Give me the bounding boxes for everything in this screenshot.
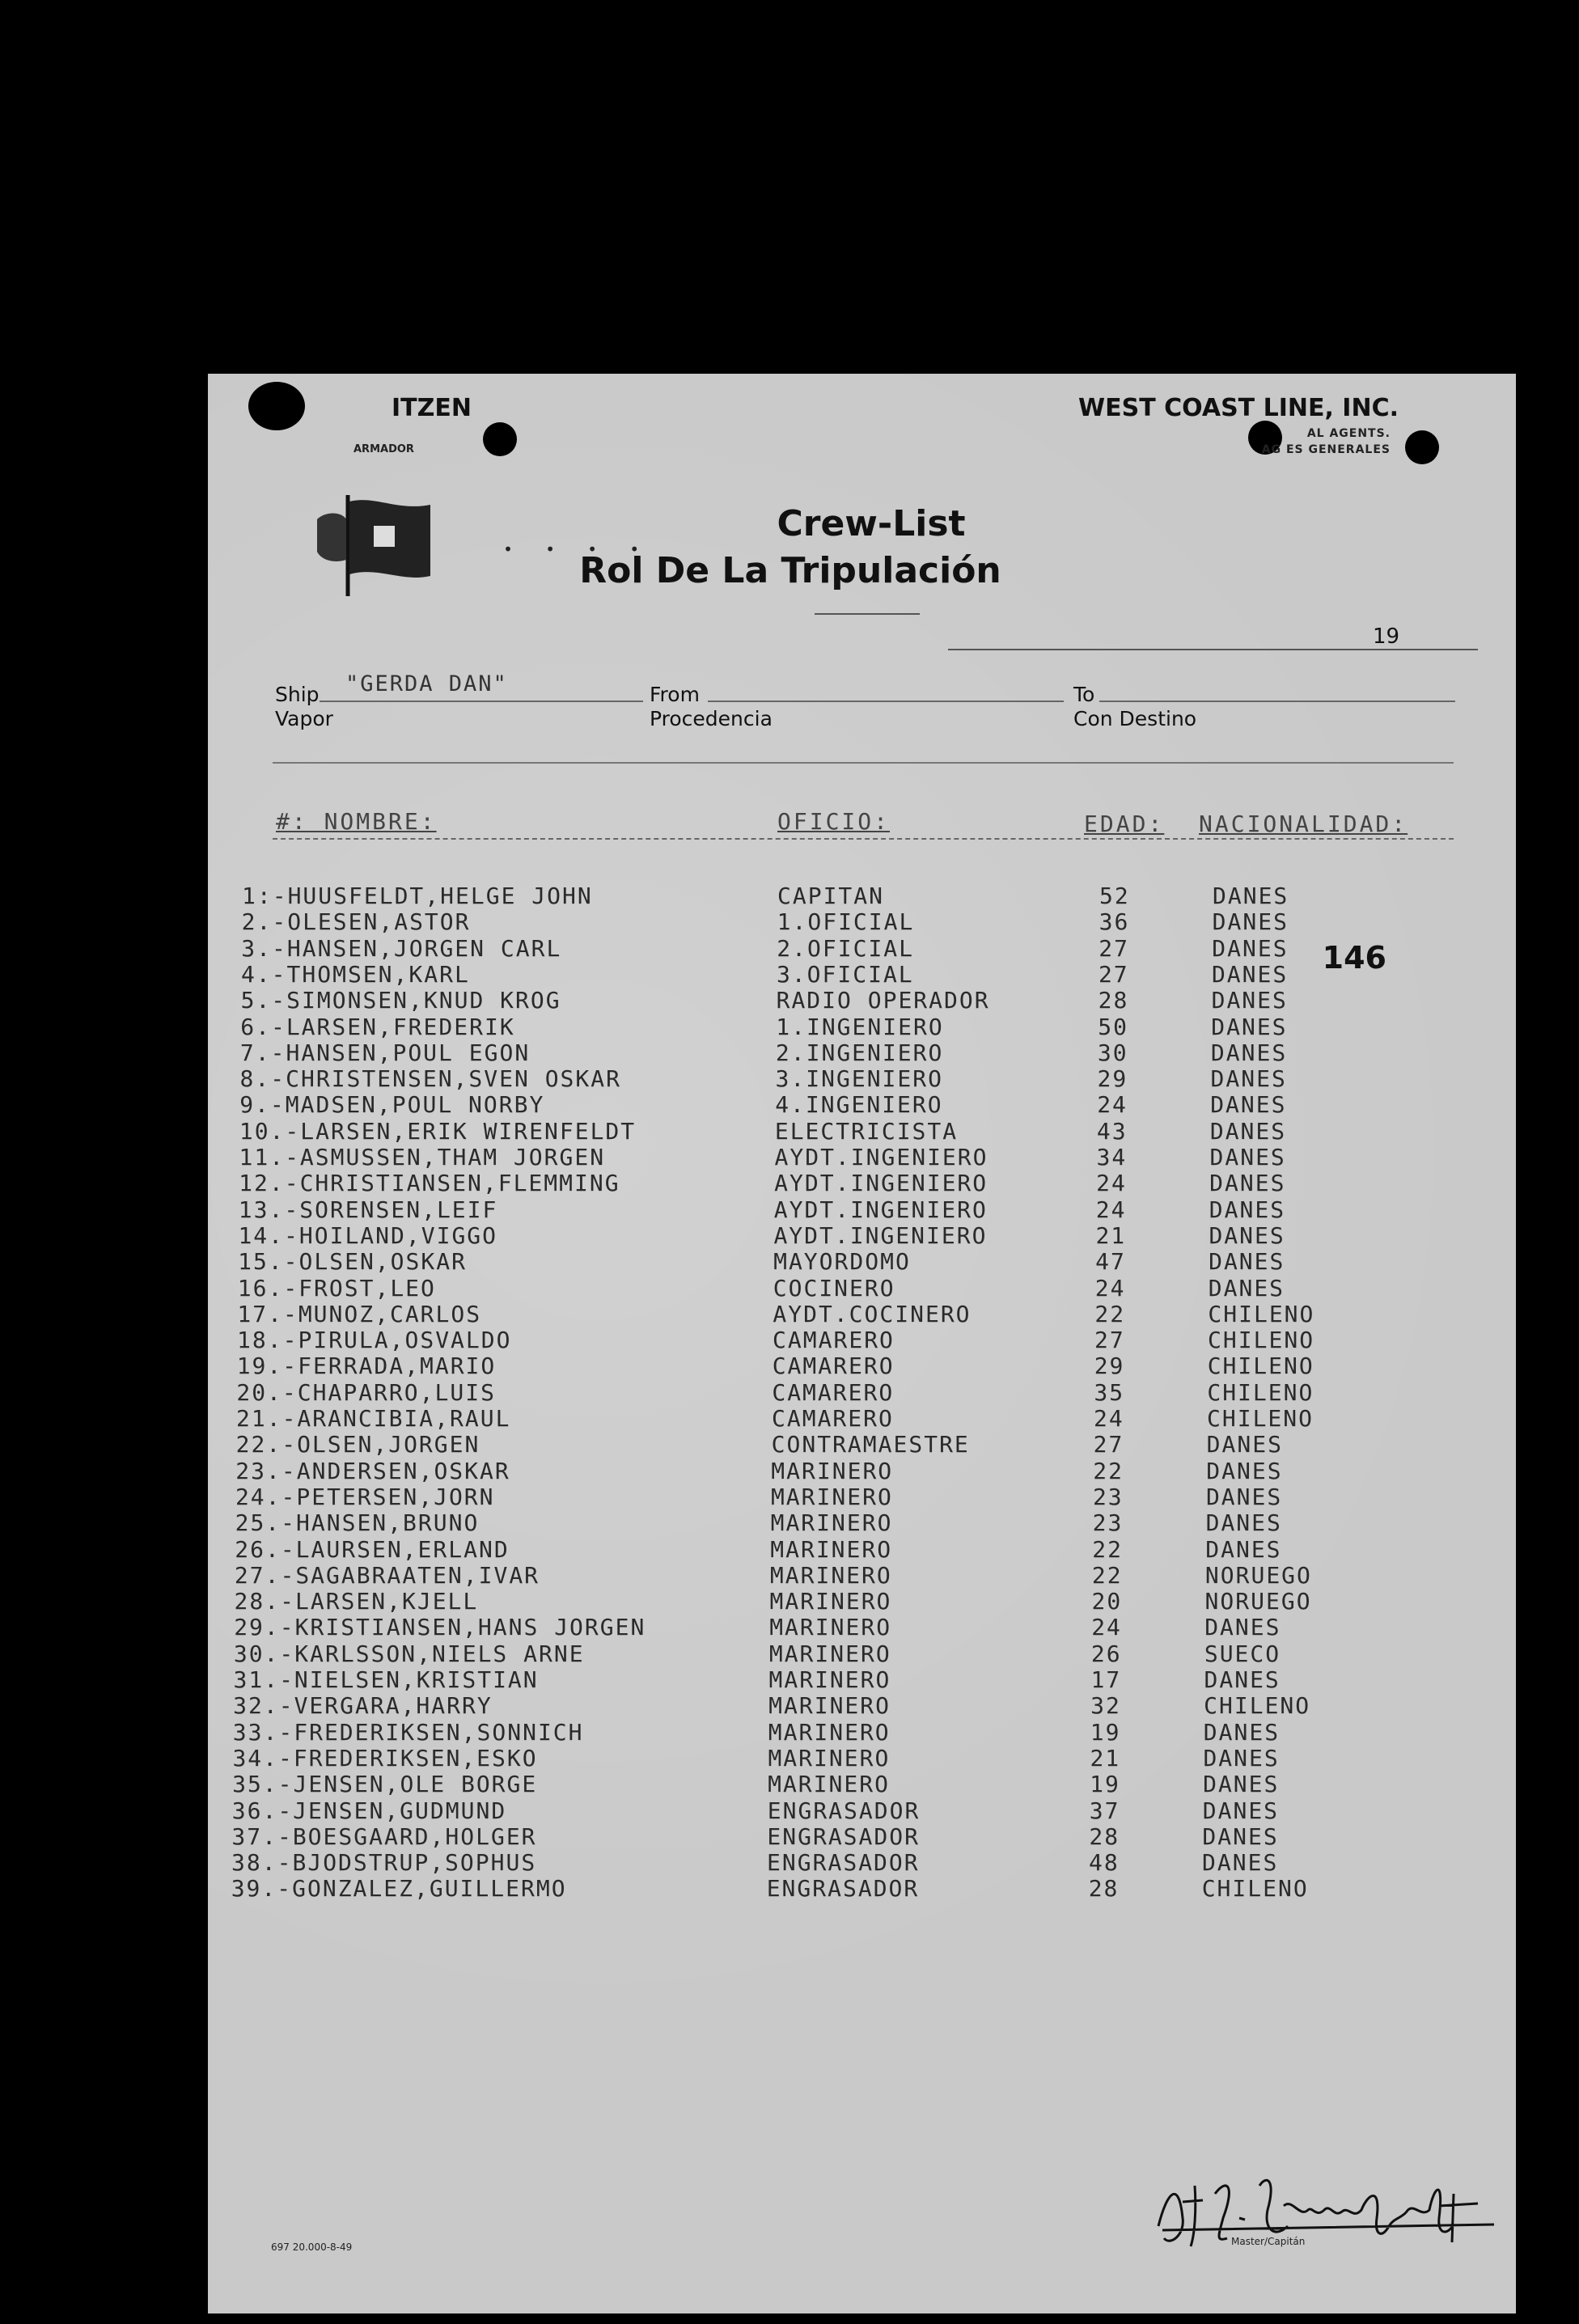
crew-row (236, 1380, 1450, 1406)
crew-nationality: DANES (1206, 1457, 1283, 1484)
crew-row (235, 1563, 1448, 1589)
crew-age: 19 (1090, 1718, 1121, 1746)
crew-name: 24.-PETERSEN,JORN (235, 1483, 495, 1510)
right-company-sub1: AL AGENTS. (1306, 427, 1391, 440)
crew-row (237, 1302, 1450, 1327)
crew-occupation: MARINERO (769, 1614, 892, 1641)
crew-occupation: MARINERO (770, 1535, 893, 1563)
crew-list-document (208, 374, 1516, 2313)
crew-occupation: MARINERO (771, 1457, 894, 1484)
crew-row (242, 883, 1455, 909)
master-label: Master/Capitán (1231, 2236, 1306, 2247)
column-header-age: EDAD: (1084, 811, 1165, 837)
crew-nationality: DANES (1202, 1797, 1280, 1824)
to-field-line (1099, 701, 1455, 702)
crew-name: 25.-HANSEN,BRUNO (235, 1509, 480, 1537)
title-underline (815, 613, 920, 615)
crew-age: 48 (1089, 1849, 1120, 1877)
crew-age: 21 (1095, 1221, 1127, 1249)
crew-name: 18.-PIRULA,OSVALDO (237, 1327, 512, 1354)
crew-age: 43 (1096, 1117, 1128, 1145)
crew-nationality: DANES (1204, 1614, 1281, 1641)
crew-nationality: DANES (1212, 908, 1289, 936)
crew-age: 24 (1094, 1405, 1124, 1432)
crew-nationality: CHILENO (1208, 1327, 1315, 1354)
ship-value: "GERDA DAN" (345, 671, 508, 696)
crew-name: 13.-SORENSEN,LEIF (238, 1196, 498, 1223)
crew-name: 16.-FROST,LEO (237, 1274, 436, 1302)
crew-occupation: MARINERO (768, 1692, 891, 1720)
crew-age: 26 (1090, 1640, 1122, 1667)
punch-hole-right-2 (1405, 430, 1439, 464)
crew-row (242, 909, 1455, 935)
crew-age: 35 (1094, 1378, 1125, 1406)
crew-row (232, 1746, 1446, 1772)
crew-name: 31.-NIELSEN,KRISTIAN (233, 1666, 539, 1693)
crew-name: 28.-LARSEN,KJELL (234, 1588, 479, 1615)
crew-row (233, 1720, 1446, 1746)
crew-row (239, 1092, 1453, 1118)
crew-age: 22 (1093, 1457, 1124, 1484)
crew-nationality: DANES (1210, 1091, 1287, 1119)
crew-occupation: 1.OFICIAL (777, 908, 915, 936)
crew-name: 3.-HANSEN,JORGEN CARL (241, 934, 562, 962)
crew-row (239, 1119, 1453, 1145)
crew-nationality: DANES (1209, 1196, 1286, 1223)
crew-row (236, 1432, 1450, 1458)
crew-age: 28 (1089, 1822, 1120, 1850)
crew-age: 22 (1094, 1300, 1126, 1327)
crew-name: 34.-FREDERIKSEN,ESKO (232, 1744, 538, 1772)
crew-nationality: NORUEGO (1204, 1561, 1312, 1589)
form-code: 697 20.000-8-49 (271, 2241, 353, 2253)
crew-nationality: DANES (1209, 1170, 1286, 1197)
crew-occupation: MARINERO (768, 1744, 891, 1772)
crew-age: 22 (1092, 1535, 1123, 1563)
crew-age: 24 (1091, 1614, 1122, 1641)
crew-nationality: DANES (1209, 1144, 1286, 1170)
crew-occupation: 2.INGENIERO (775, 1039, 944, 1066)
crew-name: 9.-MADSEN,POUL NORBY (239, 1091, 545, 1119)
to-label: To (1073, 683, 1095, 706)
crew-name: 30.-KARLSSON,NIELS ARNE (233, 1640, 585, 1667)
crew-age: 47 (1095, 1248, 1126, 1276)
crew-nationality: CHILENO (1207, 1405, 1314, 1432)
crew-nationality: CHILENO (1207, 1352, 1314, 1380)
crew-age: 24 (1096, 1170, 1127, 1197)
crew-row (240, 1066, 1454, 1092)
crew-row (234, 1641, 1447, 1667)
crew-nationality: DANES (1210, 1039, 1288, 1066)
crew-age: 36 (1099, 908, 1130, 936)
crew-occupation: CAMARERO (772, 1378, 895, 1406)
crew-age: 30 (1097, 1039, 1128, 1066)
crew-occupation: ENGRASADOR (766, 1875, 920, 1903)
crew-nationality: DANES (1203, 1771, 1280, 1798)
crew-name: 20.-CHAPARRO,LUIS (236, 1378, 496, 1406)
crew-name: 29.-KRISTIANSEN,HANS JORGEN (234, 1614, 646, 1641)
crew-row (231, 1876, 1445, 1902)
from-label: From (650, 683, 700, 706)
crew-nationality: DANES (1202, 1822, 1279, 1850)
crew-age: 28 (1088, 1875, 1120, 1903)
crew-row (234, 1667, 1447, 1693)
crew-age: 20 (1091, 1588, 1123, 1615)
crew-name: 23.-ANDERSEN,OSKAR (235, 1457, 510, 1484)
crew-row (239, 1145, 1453, 1170)
crew-nationality: DANES (1211, 1013, 1288, 1040)
crew-row (235, 1510, 1449, 1536)
crew-nationality: DANES (1213, 883, 1289, 909)
crew-row (235, 1589, 1448, 1615)
ship-label: Ship (275, 683, 320, 706)
crew-occupation: MARINERO (770, 1509, 893, 1537)
crew-nationality: DANES (1204, 1666, 1281, 1693)
crew-name: 1:-HUUSFELDT,HELGE JOHN (242, 883, 593, 909)
crew-occupation: AYDT.INGENIERO (774, 1144, 988, 1170)
ship-label-es: Vapor (275, 707, 333, 730)
crew-age: 21 (1090, 1744, 1121, 1772)
crew-age: 29 (1097, 1065, 1128, 1093)
date-line (948, 649, 1478, 650)
ship-field-line (320, 701, 643, 702)
crew-occupation: MAYORDOMO (773, 1248, 911, 1276)
crew-name: 38.-BJODSTRUP,SOPHUS (231, 1849, 537, 1877)
crew-occupation: CAPITAN (777, 883, 885, 909)
crew-occupation: AYDT.COCINERO (773, 1300, 972, 1327)
crew-age: 34 (1096, 1144, 1128, 1170)
crew-name: 12.-CHRISTIANSEN,FLEMMING (239, 1170, 620, 1197)
crew-age: 27 (1099, 934, 1130, 962)
crew-occupation: ENGRASADOR (767, 1797, 921, 1824)
crew-occupation: ENGRASADOR (767, 1849, 920, 1877)
crew-row (231, 1824, 1445, 1850)
crew-row (231, 1850, 1445, 1876)
crew-name: 11.-ASMUSSEN,THAM JORGEN (239, 1144, 606, 1170)
crew-nationality: DANES (1202, 1849, 1279, 1877)
crew-occupation: AYDT.INGENIERO (773, 1196, 988, 1223)
crew-occupation: ELECTRICISTA (774, 1117, 959, 1145)
crew-name: 26.-LAURSEN,ERLAND (235, 1535, 510, 1563)
crew-age: 37 (1089, 1797, 1120, 1824)
header-rule (273, 838, 1454, 840)
crew-age: 17 (1090, 1666, 1122, 1693)
crew-age: 27 (1098, 960, 1129, 988)
crew-nationality: DANES (1205, 1535, 1282, 1563)
column-header-job: OFICIO: (777, 808, 891, 835)
crew-name: 22.-OLSEN,JORGEN (235, 1431, 480, 1458)
crew-name: 4.-THOMSEN,KARL (240, 960, 470, 988)
crew-nationality: SUECO (1204, 1640, 1281, 1667)
separator-line (273, 762, 1454, 764)
crew-age: 29 (1094, 1352, 1125, 1380)
crew-name: 32.-VERGARA,HARRY (233, 1692, 493, 1720)
crew-nationality: DANES (1211, 987, 1288, 1014)
crew-row (239, 1170, 1452, 1196)
crew-row (241, 936, 1454, 962)
crew-age: 27 (1093, 1431, 1124, 1458)
crew-occupation: AYDT.INGENIERO (773, 1221, 988, 1249)
right-company-name: WEST COAST LINE, INC. (1078, 394, 1399, 422)
crew-age: 24 (1094, 1274, 1126, 1302)
crew-row (240, 1014, 1454, 1040)
crew-occupation: MARINERO (768, 1666, 891, 1693)
crew-name: 14.-HOILAND,VIGGO (238, 1221, 498, 1249)
crew-name: 10.-LARSEN,ERIK WIRENFELDT (239, 1117, 637, 1145)
crew-name: 19.-FERRADA,MARIO (236, 1352, 497, 1380)
right-company-sub2: AG ES GENERALES (1261, 443, 1391, 456)
punch-hole-left-2 (483, 422, 517, 456)
crew-nationality: DANES (1203, 1744, 1280, 1772)
crew-nationality: NORUEGO (1204, 1588, 1312, 1615)
crew-nationality: DANES (1203, 1718, 1281, 1746)
crew-occupation: MARINERO (768, 1640, 891, 1667)
crew-nationality: DANES (1205, 1509, 1282, 1537)
crew-name: 6.-LARSEN,FREDERIK (240, 1013, 515, 1040)
crew-name: 37.-BOESGAARD,HOLGER (231, 1822, 537, 1850)
crew-nationality: CHILENO (1208, 1300, 1315, 1327)
crew-nationality: DANES (1211, 960, 1289, 988)
crew-occupation: MARINERO (769, 1588, 892, 1615)
crew-nationality: DANES (1209, 1221, 1285, 1249)
crew-occupation: AYDT.INGENIERO (774, 1170, 988, 1197)
crew-name: 35.-JENSEN,OLE BORGE (232, 1771, 538, 1798)
crew-row (239, 1197, 1452, 1223)
crew-occupation: MARINERO (770, 1483, 893, 1510)
crew-row (237, 1327, 1450, 1353)
crew-row (232, 1772, 1446, 1797)
crew-nationality: DANES (1212, 934, 1289, 962)
crew-row (240, 1040, 1454, 1066)
crew-nationality: DANES (1205, 1483, 1283, 1510)
crew-name: 39.-GONZALEZ,GUILLERMO (231, 1875, 567, 1903)
crew-row (236, 1406, 1450, 1432)
crew-name: 33.-FREDERIKSEN,SONNICH (232, 1718, 584, 1746)
crew-occupation: 2.OFICIAL (777, 934, 915, 962)
crew-occupation: MARINERO (768, 1771, 890, 1798)
left-company-name: ITZEN (392, 394, 472, 422)
crew-row (234, 1615, 1447, 1640)
crew-row (233, 1693, 1446, 1719)
crew-name: 5.-SIMONSEN,KNUD KROG (240, 987, 561, 1014)
left-company-subtitle: ARMADOR (353, 443, 414, 455)
date-year-prefix: 19 (1373, 624, 1400, 649)
crew-age: 28 (1098, 987, 1129, 1014)
punch-hole-left (248, 382, 305, 430)
decorative-dots: • • • • (503, 540, 651, 559)
page-number-stamp: 146 (1322, 940, 1386, 976)
crew-row (241, 962, 1454, 988)
crew-nationality: CHILENO (1207, 1378, 1314, 1406)
title-rol-tripulacion: Rol De La Tripulación (579, 550, 1001, 591)
crew-occupation: 1.INGENIERO (776, 1013, 944, 1040)
crew-occupation: CONTRAMAESTRE (771, 1431, 970, 1458)
crew-name: 8.-CHRISTENSEN,SVEN OSKAR (239, 1065, 621, 1093)
crew-age: 24 (1095, 1196, 1127, 1223)
crew-nationality: CHILENO (1204, 1692, 1311, 1720)
crew-occupation: RADIO OPERADOR (776, 987, 990, 1014)
crew-name: 36.-JENSEN,GUDMUND (231, 1797, 507, 1824)
crew-occupation: CAMARERO (773, 1327, 895, 1354)
crew-row (235, 1458, 1449, 1484)
column-header-name: #: NOMBRE: (276, 808, 437, 835)
from-label-es: Procedencia (650, 707, 773, 730)
crew-occupation: COCINERO (773, 1274, 895, 1302)
crew-row (238, 1223, 1451, 1249)
crew-occupation: 3.INGENIERO (775, 1065, 943, 1093)
crew-age: 52 (1099, 883, 1130, 909)
crew-nationality: DANES (1208, 1274, 1285, 1302)
crew-occupation: 4.INGENIERO (775, 1091, 943, 1119)
crew-nationality: DANES (1209, 1248, 1285, 1276)
crew-nationality: DANES (1206, 1431, 1283, 1458)
crew-row (235, 1537, 1448, 1563)
crew-occupation: MARINERO (769, 1561, 892, 1589)
column-header-nationality: NACIONALIDAD: (1199, 811, 1408, 837)
crew-age: 24 (1097, 1091, 1128, 1119)
crew-occupation: CAMARERO (772, 1405, 894, 1432)
crew-nationality: CHILENO (1201, 1875, 1309, 1903)
crew-occupation: CAMARERO (772, 1352, 895, 1380)
crew-age: 27 (1094, 1327, 1125, 1354)
crew-name: 27.-SAGABRAATEN,IVAR (234, 1561, 540, 1589)
crew-age: 22 (1091, 1561, 1123, 1589)
crew-age: 19 (1090, 1771, 1120, 1798)
crew-occupation: 3.OFICIAL (776, 960, 914, 988)
crew-row (235, 1484, 1449, 1510)
crew-row (241, 988, 1454, 1014)
captain-signature (1146, 2161, 1518, 2258)
crew-occupation: ENGRASADOR (767, 1822, 920, 1850)
crew-row (238, 1276, 1451, 1302)
crew-age: 50 (1098, 1013, 1128, 1040)
crew-age: 32 (1090, 1692, 1121, 1720)
crew-name: 15.-OLSEN,OSKAR (238, 1248, 467, 1276)
from-field-line (708, 701, 1064, 702)
crew-nationality: DANES (1210, 1065, 1287, 1093)
crew-name: 21.-ARANCIBIA,RAUL (236, 1405, 511, 1432)
title-crew-list: Crew-List (777, 503, 966, 544)
crew-name: 2.-OLESEN,ASTOR (241, 908, 471, 936)
crew-name: 7.-HANSEN,POUL EGON (239, 1039, 531, 1066)
crew-age: 23 (1092, 1483, 1124, 1510)
crew-name: 17.-MUNOZ,CARLOS (237, 1300, 482, 1327)
to-label-es: Con Destino (1073, 707, 1197, 730)
crew-row (232, 1798, 1446, 1824)
crew-occupation: MARINERO (768, 1718, 891, 1746)
crew-nationality: DANES (1209, 1117, 1287, 1145)
crew-age: 23 (1092, 1509, 1124, 1537)
crew-row (237, 1353, 1450, 1379)
crew-row (238, 1249, 1451, 1275)
